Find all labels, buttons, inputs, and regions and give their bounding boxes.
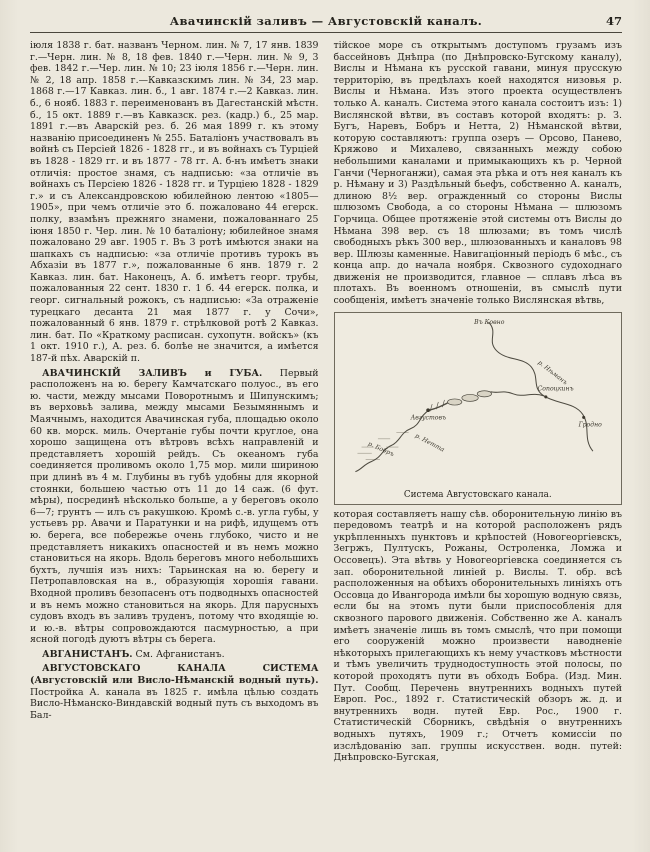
map-label-bobr: р. Бобръ [366, 440, 395, 458]
augustow-bottom-text: которая составляетъ нашу сѣв. оборонительную линію въ передовомъ театрѣ и на которой расположенъ рядъ укрѣпленныхъ пунктовъ и крѣпостей (Новогеоргіевскъ, Зегржъ, Пултускъ, Рожаны, Остроленка, Ломжа и Оссовецъ). Эта вѣтвь у Новогеоргіевска соединяется съ зап. оборонительной линіей р. Вислы. Т. обр. всѣ расположенныя на обѣихъ оборонительныхъ линіяхъ отъ Оссовца до Ивангорода имѣли бы хорошую водную связь, если бы на этомъ пути были приспособленія для сквозного парового движенія. Собственно же А. каналъ имѣетъ значеніе лишь въ томъ смыслѣ, что при помощи его сооруженій можно произвести наводненіе нѣкоторыхъ прилегающихъ къ нему участковъ мѣстности и тѣмъ увеличить труднодоступность этой полосы, по которой проходятъ пути въ обходъ Бобра. (Изд. Мин. Пут. Сообщ. Перечень внутреннихъ водныхъ путей Европ. Рос., 1892 г. Статистическій обзоръ ж. д. и внутреннихъ водн. путей Евр. Рос., 1900 г. Статистическій Сборникъ, свѣдѣнія о внутреннихъ водныхъ путяхъ, 1909 г.; Отчетъ комиссіи по изслѣдованію зап. группы искусствен. водн. путей: Днѣпровско-Бугская, [333, 508, 622, 764]
text-columns [30, 40, 622, 764]
sopotskin-town-dot [544, 395, 547, 398]
lake-1 [477, 390, 491, 396]
article-continuation [30, 40, 319, 365]
headword-augustow-canal: АВГУСТОВСКАГО КАНАЛА СИСТЕМА (Августовскій или Висло-Нѣманскій водный путь). [30, 663, 319, 687]
map-label-direction: Въ Ковно [473, 318, 504, 326]
augustow-town-dot [426, 408, 430, 412]
figure-caption: Система Августовскаго канала. [403, 489, 552, 500]
headword-avganistan: АВГАНИСТАНЪ. [42, 648, 133, 660]
article-avachinsky-text: Первый расположенъ на ю. берегу Камчатскаго полуос., въ его ю. части, между мысами Поворотнымъ и Шипунскимъ; въ верховьѣ залива, между мысами Безымяннымъ и Маячнымъ, находится Авачинская губа, площадью около 60 кв. морск. миль. Очертаніе губы почти круглое, она хорошо защищена отъ вѣтровъ всѣхъ направленій и представляетъ хорошій рейдъ. Съ океаномъ губа соединяется проливомъ около 1,75 мор. мили шириною при длинѣ въ 4 м. Глубины въ губѣ удобны для якорной стоянки, большею частью отъ 11 до 14 саж. (6 фут. мѣры), посрединѣ нѣсколько больше, а у береговъ около 6—7; грунтъ — илъ съ ракушкою. Кромѣ с.-в. угла губы, у устьевъ рр. Авачи и Паратунки и на рифѣ, идущемъ отъ ю. берега, все побережье очень глубоко, чисто и не представляетъ никакихъ опасностей и въ немъ можно становиться на якорь. Вдоль береговъ много небольшихъ бухтъ, лучшія изъ нихъ: Тарьинская на ю. берегу и Петропавловская на в., образующія хорошія гавани. Входной проливъ безопасенъ отъ подводныхъ опасностей и въ немъ можно становиться на якорь. Для парусныхъ судовъ входъ въ заливъ труденъ, потому что входящіе ю. и ю.-в. вѣтры сопровождаются пасмурностью, а при ясной погодѣ дуютъ вѣтры съ берега. [30, 367, 319, 646]
augustow-text-top [334, 40, 623, 307]
map-label-grodno: Гродно [578, 421, 602, 429]
charna-gancha-path [490, 391, 543, 395]
lake-3 [447, 399, 461, 405]
article-augustow-text-start: Постройка А. канала въ 1825 г. имѣла цѣлью создать Висло-Нѣманско-Виндавскій водный путь съ выходомъ въ Бал- [30, 686, 319, 721]
article-augustow-canal [30, 663, 319, 721]
map-label-neman: р. Нѣманъ [535, 358, 569, 387]
article-avachinsky-zaliv [30, 368, 319, 646]
page-header [30, 14, 622, 33]
running-title: Авачинскій заливъ — Августовскій каналъ. [169, 14, 483, 28]
map-label-netta: р. Нетта [413, 432, 445, 454]
article-avganistan-text: См. Афганистанъ. [135, 648, 225, 660]
map-label-sopotskin: Сопоцкинъ [537, 385, 574, 393]
page-number: 47 [605, 14, 622, 28]
right-column [334, 40, 623, 764]
left-column [30, 40, 319, 764]
continuation-text: іюля 1838 г. бат. названъ Черном. лин. № 7, 17 янв. 1839 г.—Черн. лин. № 8, 18 фев. 1840 г.—Черн. лин. № 9, 3 фев. 1842 г.—Чер. лин. № 10; 23 іюля 1856 г.—Черн. лин. № 2, 18 апр. 1858 г.—Кавказскимъ лин. № 34, 23 мар. 1868 г.—17 Кавказ. лин. б., 1 авг. 1874 г.—2 Кавказ. лин. б., 6 нояб. 1883 г. переименованъ въ Дагестанскій мѣстн. б., 15 окт. 1889 г.—въ Кавказск. рез. (кадр.) б., 25 мар. 1891 г.—въ Аварскій рез. б. 26 мая 1899 г. къ этому названію присоединенъ № 255. Баталіонъ участвовалъ въ войнѣ съ Персіей 1826 - 1828 гг., и въ войнахъ съ Турціей въ 1828 - 1829 гг. и въ 1877 - 78 гг. А. б-нъ имѣетъ знаки отличія: простое знамя, съ надписью: «за отличіе въ войнахъ съ Персіею 1826 - 1828 гг. и Турціею 1828 - 1829 г.» и съ Александровскою юбилейною лентою «1805—1905», при чемъ отличіе это б. пожаловано 44 егерск. полку, взамѣнъ прежняго знамени, пожалованнаго 25 іюня 1850 г. Чер. лин. № 10 баталіону; юбилейное знамя пожаловано 29 авг. 1905 г. Въ 3 ротѣ имѣются знаки на шапкахъ съ надписью: «за отличіе противъ турокъ въ Абхазіи въ 1877 г.», пожалованные 6 янв. 1879 г. 2 Кавказ. лин. бат. Наконецъ, А. б. имѣетъ георг. трубы, пожалованныя 22 сент. 1830 г. 1 б. 44 егерск. полка, и георг. сигнальный рожокъ, съ надписью: «За отраженіе турецкаго десанта 21 мая 1877 г. у Сочи», пожалованный 6 янв. 1879 г. стрѣлковой ротѣ 2 Кавказ. лин. бат. По «Краткому расписан. сухопутн. войскъ» (къ 1 окт. 1910 г.), А. рез. б. болѣе не значится, а имѣется 187-й пѣх. Аварскій п. [30, 40, 319, 365]
headword-avachinsky: АВАЧИНСКІЙ ЗАЛИВЪ и ГУБА. [42, 367, 263, 379]
canal-map [338, 316, 619, 488]
canal-map-figure [334, 312, 623, 505]
augustow-text-bottom [334, 509, 623, 764]
map-label-augustow: Августовъ [410, 414, 446, 422]
article-avganistan [30, 649, 319, 661]
lake-2 [461, 394, 477, 401]
augustow-top-text: тійское море съ открытымъ доступомъ грузамъ изъ бассейновъ Днѣпра (по Днѣпровско-Бугскому каналу), Вислы и Нѣмана къ русской гавани, минуя прусскую территорію, въ предѣлахъ коей находятся низовья р. Вислы и Нѣмана. Изъ этого проекта осуществленъ только А. каналъ. Система этого канала состоитъ изъ: 1) Вислянской вѣтви, въ составъ которой входятъ: р. З. Бугъ, Наревъ, Бобръ и Нетта, 2) Нѣманской вѣтви, которую составляютъ: группа озеръ — Орсово, Панево, Кряжово и Михалево, связанныхъ между собою небольшими каналами и примыкающихъ къ р. Черной Ганчи (Черноганжи), самая эта рѣка и отъ нея каналъ къ р. Нѣману и 3) Раздѣльный бьефъ, собственно А. каналъ, длиною 8½ вер. огражденный со стороны Вислы шлюзомъ Свобода, а со стороны Нѣмана — шлюзомъ Горчица. Общее протяженіе этой системы отъ Вислы до Нѣмана 398 вер. съ 18 шлюзами; въ томъ числѣ свободныхъ рѣкъ 300 вер., шлюзованныхъ и каналовъ 98 вер. Шлюзы каменные. Навигаціонный періодъ 6 мѣс., съ конца апр. до начала ноября. Сквозного судоходнаго движенія не производится, главное — сплавъ лѣса въ плотахъ. Въ военномъ отношеніи, въ смыслѣ пути сообщенія, имѣетъ значеніе только Вислянская вѣтвь, [333, 40, 622, 307]
grodno-town-dot [582, 415, 585, 418]
